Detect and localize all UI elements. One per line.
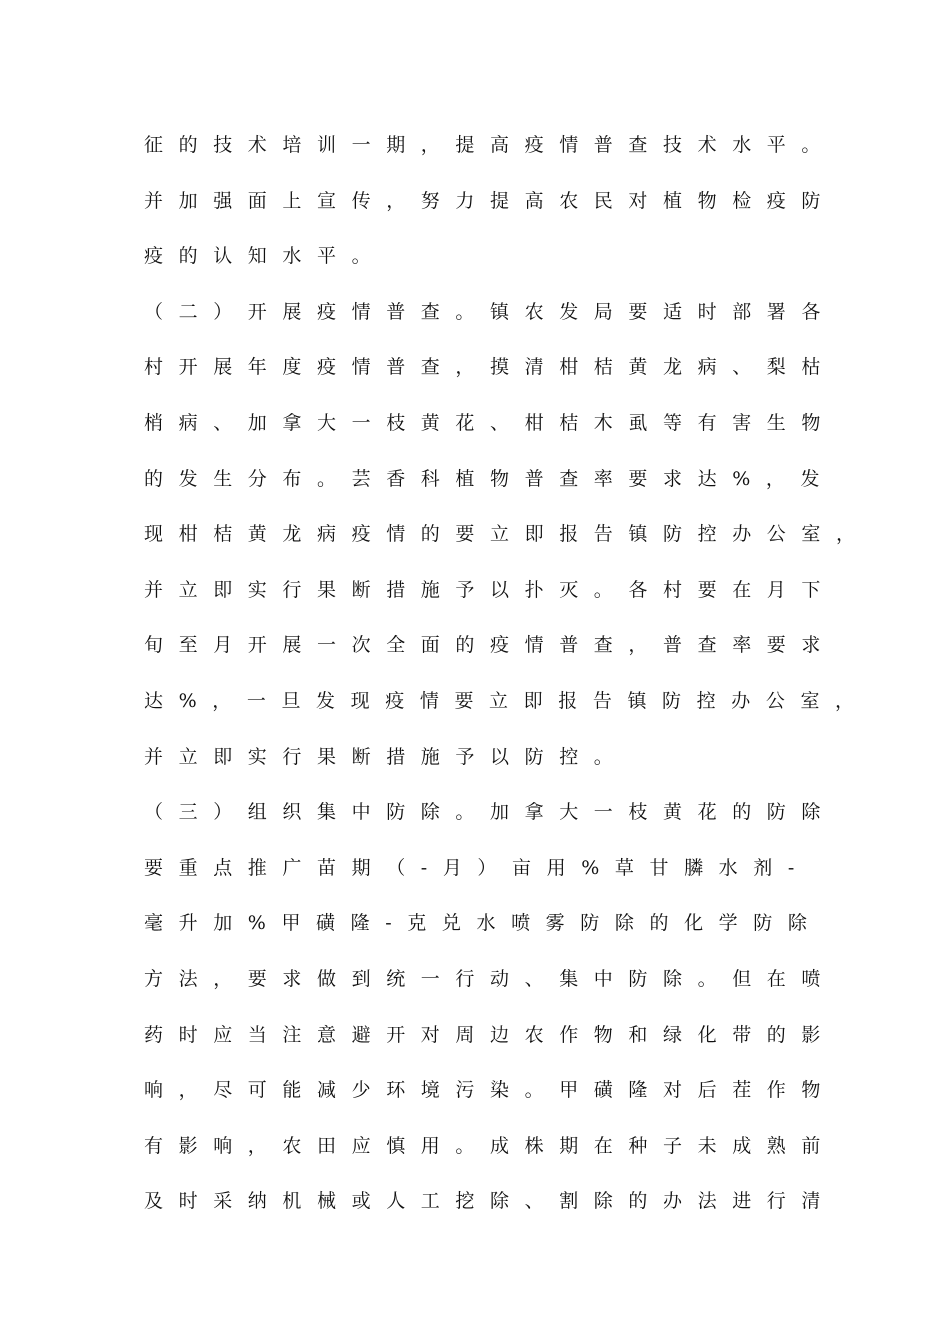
text-line: 旬至月开展一次全面的疫情普查，普查率要求 — [144, 634, 837, 657]
text-line: 征的技术培训一期，提高疫情普查技术水平。 — [144, 134, 837, 156]
body-text — [144, 118, 871, 1230]
text-line: 并立即实行果断措施予以扑灭。各村要在月下 — [144, 578, 837, 601]
text-line: 达%，一旦发现疫情要立即报告镇防控办公室， — [144, 689, 870, 712]
section-heading-line: （三）组织集中防除。加拿大一枝黄花的防除 — [144, 801, 837, 824]
text-line: 响，尽可能减少环境污染。甲磺隆对后茬作物 — [144, 1079, 837, 1102]
text-line: 要重点推广苗期（-月）亩用%草甘膦水剂- — [144, 856, 810, 879]
text-line: 梢病、加拿大一枝黄花、柑桔木虱等有害生物 — [144, 411, 837, 434]
text-line: 并加强面上宣传，努力提高农民对植物检疫防 — [144, 189, 837, 212]
text-line: 现柑桔黄龙病疫情的要立即报告镇防控办公室， — [144, 523, 871, 546]
text-line: 及时采纳机械或人工挖除、割除的办法进行清 — [144, 1190, 837, 1213]
text-line: 疫的认知水平。 — [144, 245, 387, 268]
section-heading-line: （二）开展疫情普查。镇农发局要适时部署各 — [144, 300, 837, 323]
text-line: 方法，要求做到统一行动、集中防除。但在喷 — [144, 967, 837, 990]
text-line: 村开展年度疫情普查，摸清柑桔黄龙病、梨枯 — [144, 356, 837, 379]
text-line: 并立即实行果断措施予以防控。 — [144, 745, 629, 768]
text-line: 毫升加%甲磺隆-克兑水喷雾防除的化学防除 — [144, 912, 823, 935]
text-line: 药时应当注意避开对周边农作物和绿化带的影 — [144, 1023, 837, 1046]
text-line: 的发生分布。芸香科植物普查率要求达%，发 — [144, 467, 836, 490]
text-line: 有影响，农田应慎用。成株期在种子未成熟前 — [144, 1134, 837, 1157]
